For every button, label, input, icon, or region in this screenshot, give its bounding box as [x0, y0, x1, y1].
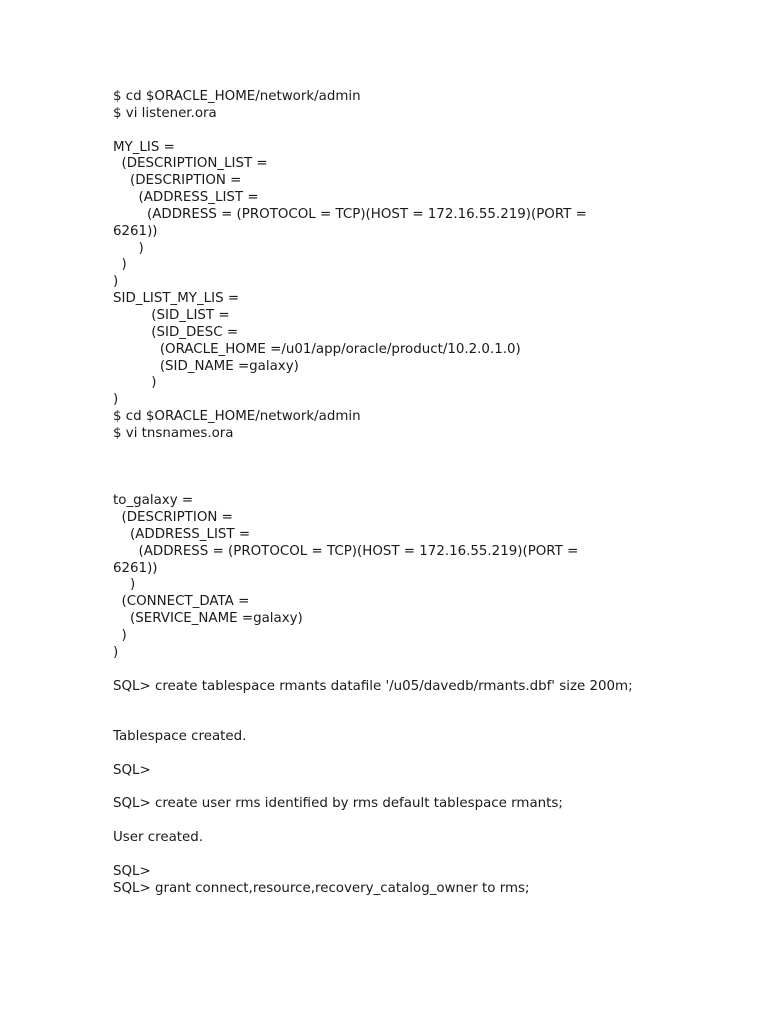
text-line: (ORACLE_HOME =/u01/app/oracle/product/10.2.0.1.0) [113, 341, 521, 357]
text-line: SQL> [113, 762, 151, 778]
text-line: (ADDRESS_LIST = [113, 190, 259, 206]
text-line: $ cd $ORACLE_HOME/network/admin [113, 89, 361, 104]
text-line: (ADDRESS_LIST = [113, 526, 251, 542]
text-line: ) [113, 644, 119, 660]
text-line: 6261)) [113, 560, 158, 576]
text-line: (ADDRESS = (PROTOCOL = TCP)(HOST = 172.16.55.219)(PORT = [113, 206, 587, 222]
text-line: SQL> grant connect,resource,recovery_catalog_owner to rms; [113, 880, 530, 896]
text-line: (SID_DESC = [113, 324, 239, 340]
blank-line [113, 123, 673, 140]
blank-line [113, 780, 673, 797]
blank-line [113, 662, 673, 679]
text-line: ) [113, 375, 157, 391]
text-line: (DESCRIPTION_LIST = [113, 156, 268, 172]
text-line: (DESCRIPTION = [113, 510, 233, 526]
text-line: to_galaxy = [113, 493, 194, 509]
text-line: (SID_LIST = [113, 307, 230, 323]
text-line: ) [113, 257, 127, 273]
text-line: SQL> create tablespace rmants datafile '/u05/davedb/rmants.dbf' size 200m; [113, 678, 633, 694]
text-line: MY_LIS = [113, 139, 175, 155]
text-line: ) [113, 392, 119, 408]
text-line: ) [113, 240, 144, 256]
text-line: (SID_NAME =galaxy) [113, 358, 299, 374]
text-line: Tablespace created. [113, 729, 247, 745]
text-line: $ vi listener.ora [113, 105, 217, 121]
text-line: (DESCRIPTION = [113, 173, 242, 189]
blank-line [113, 476, 673, 493]
blank-line [113, 813, 673, 830]
blank-line [113, 443, 673, 460]
text-line: SQL> [113, 863, 151, 879]
text-line: (ADDRESS = (PROTOCOL = TCP)(HOST = 172.16.55.219)(PORT = [113, 543, 579, 559]
text-line: $ vi tnsnames.ora [113, 425, 234, 441]
text-line: SQL> create user rms identified by rms default tablespace rmants; [113, 796, 563, 812]
blank-line [113, 746, 673, 763]
text-line: (CONNECT_DATA = [113, 594, 250, 610]
document-body [113, 89, 673, 898]
blank-line [113, 847, 673, 864]
blank-line [113, 695, 673, 712]
text-line: User created. [113, 830, 204, 846]
text-line: ) [113, 274, 119, 290]
text-line: SID_LIST_MY_LIS = [113, 291, 240, 307]
text-line: ) [113, 628, 127, 643]
blank-line [113, 460, 673, 477]
text-line: ) [113, 577, 136, 593]
blank-line [113, 712, 673, 729]
text-line: 6261)) [113, 223, 158, 239]
text-line: (SERVICE_NAME =galaxy) [113, 611, 303, 627]
text-line: $ cd $ORACLE_HOME/network/admin [113, 409, 361, 425]
